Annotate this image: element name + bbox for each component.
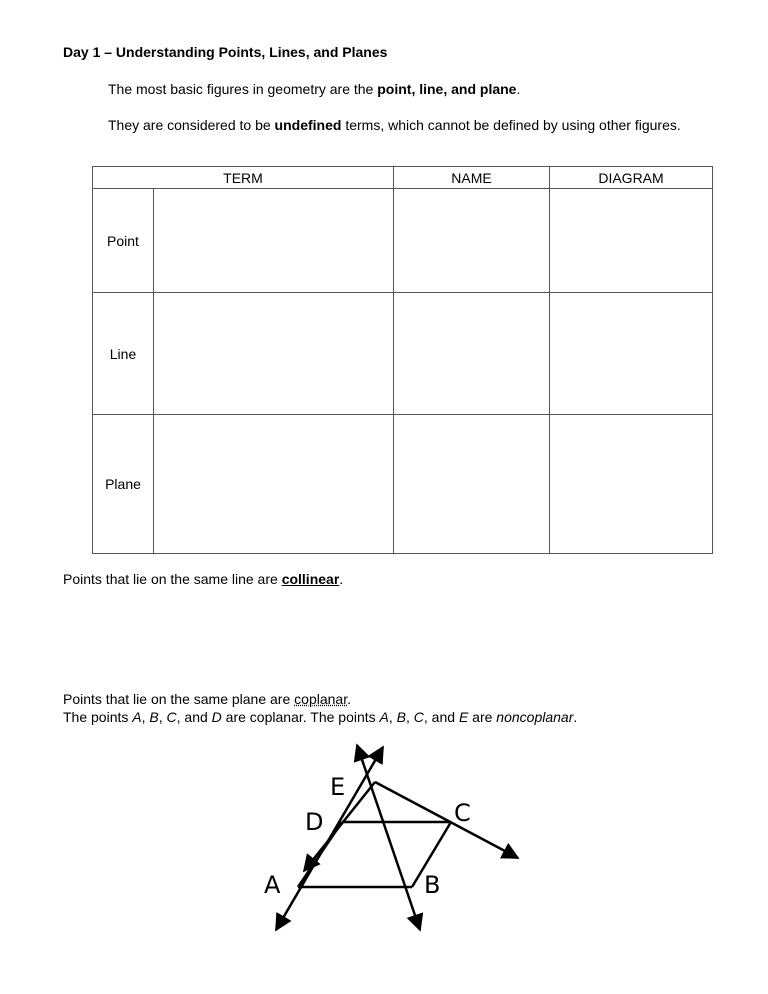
term-cell [154,293,394,415]
table-header-row [93,167,713,189]
undefined-terms-paragraph: They are considered to be undefined terms, which cannot be defined by using other figures. [108,117,681,133]
term-cell [154,189,394,293]
term-cell [154,415,394,554]
row-label-point: Point [93,189,154,293]
coplanar-figure [255,735,535,940]
coplanar-term: coplanar [294,691,348,707]
collinear-definition: Points that lie on the same line are collinear. [63,571,344,587]
row-label-line: Line [93,293,154,415]
collinear-term: collinear [281,571,340,587]
name-cell [394,415,550,554]
diagram-cell [550,189,713,293]
table-row [93,293,713,415]
label-d: D [305,808,324,836]
intro-paragraph: The most basic figures in geometry are the point, line, and plane. [108,81,521,97]
label-c: C [454,799,471,827]
terms-table [92,166,713,554]
table-row [93,189,713,293]
name-cell [394,189,550,293]
table-row [93,415,713,554]
ray-ec [375,782,518,858]
diagram-cell [550,415,713,554]
coplanar-example: The points A, B, C, and D are coplanar. The points A, B, C, and E are noncoplanar. [63,709,578,725]
name-cell [394,293,550,415]
label-b: B [424,871,441,899]
diagram-cell [550,293,713,415]
label-a: A [264,871,281,899]
label-e: E [330,773,346,801]
coplanar-definition: Points that lie on the same plane are coplanar. [63,691,351,707]
name-header: NAME [394,167,550,189]
page-heading: Day 1 – Understanding Points, Lines, and Planes [63,44,388,60]
line-eb [357,745,420,930]
term-header: TERM [93,167,394,189]
row-label-plane: Plane [93,415,154,554]
diagram-header: DIAGRAM [550,167,713,189]
